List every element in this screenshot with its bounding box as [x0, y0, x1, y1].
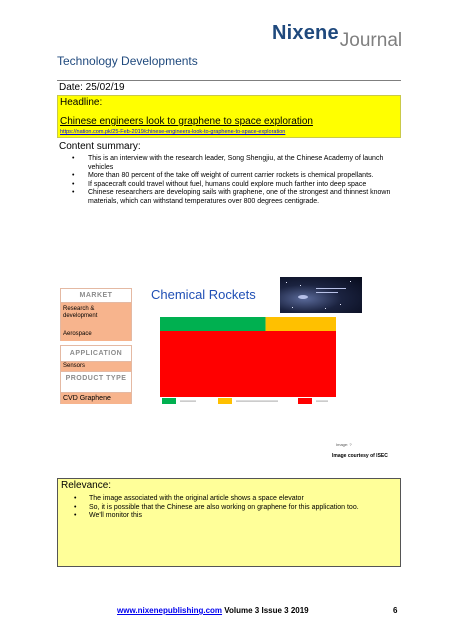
relevance-list: [89, 495, 397, 521]
product-type-heading: PRODUCT TYPE: [60, 371, 132, 393]
content-summary-list: [88, 155, 406, 207]
relevance-box: [57, 478, 401, 567]
legend-swatch-red: [298, 398, 312, 404]
headline-box: [57, 95, 401, 138]
list-item: • We'll monitor this: [89, 512, 397, 521]
space-image: [280, 277, 362, 313]
journal-logo: [272, 22, 403, 51]
image-source-small: Image: ?: [336, 442, 352, 447]
image-credit: Image courtesy of ISEC: [332, 453, 388, 459]
application-item: Sensors: [60, 362, 132, 371]
article-date: Date: 25/02/19: [59, 82, 125, 93]
market-panel: [60, 288, 132, 404]
rocket-chart: [160, 315, 336, 407]
footer-website-link[interactable]: www.nixenepublishing.com: [117, 606, 223, 615]
content-summary-label: Content summary:: [59, 141, 141, 152]
legend-swatch-green: [162, 398, 176, 404]
market-heading: MARKET: [60, 288, 132, 303]
footer-issue: Volume 3 Issue 3 2019: [222, 606, 309, 615]
list-item: • This is an interview with the research leader, Song Shengjiu, at the Chinese Academy of launch vehicles: [88, 155, 406, 172]
headline-url-link[interactable]: https://nation.com.pk/25-Feb-2019/chinese-engineers-look-to-graphene-to-space-exploration: [60, 129, 286, 135]
headline-label: Headline:: [60, 97, 103, 108]
legend-text-placeholder: [236, 401, 278, 402]
chart-title: Chemical Rockets: [151, 287, 256, 302]
bar-segment-1-2: [160, 331, 336, 397]
legend-text-placeholder: [180, 401, 196, 402]
market-item: Aerospace: [60, 327, 132, 341]
market-item: Research & development: [60, 303, 132, 327]
list-item: • If spacecraft could travel without fuel, humans could explore much farther into deep space: [88, 181, 406, 190]
list-item: • Chinese researchers are developing sails with graphene, one of the strongest and thinnest known materials, which can withstand temperatures over 800 degrees centigrade.: [88, 189, 406, 206]
bar-segment-0-1: [266, 317, 336, 331]
page-number: 6: [393, 606, 398, 615]
chart-legend: [162, 397, 338, 405]
section-title: Technology Developments: [57, 54, 198, 68]
logo-journal: Journal: [339, 30, 403, 51]
list-item: • The image associated with the original article shows a space elevator: [89, 495, 397, 504]
bar-segment-0-0: [160, 317, 266, 331]
headline-text: Chinese engineers look to graphene to space exploration: [60, 116, 313, 127]
logo-nixene: Nixene: [272, 22, 339, 44]
product-item: CVD Graphene: [60, 393, 132, 404]
footer: [117, 606, 309, 615]
relevance-label: Relevance:: [61, 480, 112, 491]
list-item: • More than 80 percent of the take off weight of current carrier rockets is chemical propellants.: [88, 172, 406, 181]
legend-text-placeholder: [316, 401, 328, 402]
list-item: • So, it is possible that the Chinese are also working on graphene for this application too.: [89, 504, 397, 513]
application-heading: APPLICATION: [60, 345, 132, 362]
legend-swatch-yellow: [218, 398, 232, 404]
